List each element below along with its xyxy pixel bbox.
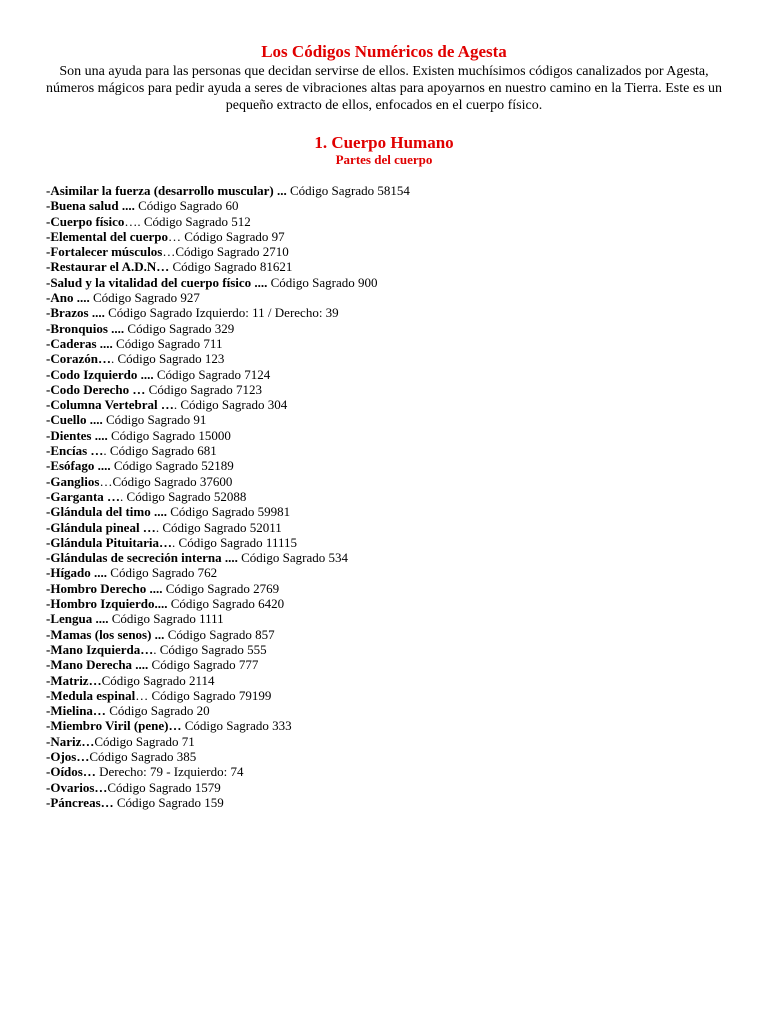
list-item: [46, 458, 746, 473]
list-item: [46, 183, 746, 198]
sacred-code: . Código Sagrado 11115: [172, 534, 297, 550]
list-item: [46, 229, 746, 244]
list-item: [46, 749, 746, 764]
list-item: [46, 688, 746, 703]
sacred-code: Código Sagrado 329: [124, 320, 235, 336]
sacred-code: Código Sagrado 857: [164, 626, 275, 642]
body-part-name: -Corazón…: [46, 351, 111, 367]
list-item: [46, 520, 746, 535]
list-item: [46, 259, 746, 274]
list-item: [46, 443, 746, 458]
body-part-name: -Dientes ....: [46, 427, 108, 443]
sacred-code: Código Sagrado 20: [105, 703, 210, 719]
list-item: [46, 351, 746, 366]
body-part-name: -Elemental del cuerpo: [46, 228, 169, 244]
sacred-code: Código Sagrado 762: [107, 565, 218, 581]
body-part-name: -Oídos…: [46, 764, 96, 780]
body-part-name: -Brazos ....: [46, 305, 105, 321]
body-part-name: -Hígado ....: [46, 565, 108, 581]
list-item: [46, 581, 746, 596]
body-part-name: -Medula espinal: [46, 687, 136, 703]
list-item: [46, 290, 746, 305]
body-part-name: -Salud y la vitalidad del cuerpo físico ....: [46, 274, 268, 290]
sacred-code: Código Sagrado 333: [181, 718, 292, 734]
body-part-name: -Glándula Pituitaria…: [46, 534, 173, 550]
body-part-name: -Hombro Derecho ....: [46, 580, 163, 596]
list-item: [46, 718, 746, 733]
sacred-code: Código Sagrado 15000: [107, 427, 231, 443]
body-part-name: -Ano ....: [46, 290, 90, 306]
sacred-code: Código Sagrado 2769: [162, 580, 280, 596]
sacred-code: Código Sagrado 7124: [153, 366, 271, 382]
list-item: [46, 657, 746, 672]
body-part-name: -Páncreas…: [46, 794, 114, 810]
body-part-name: -Cuello ....: [46, 412, 103, 428]
sacred-code: …Código Sagrado 37600: [99, 473, 233, 489]
body-part-name: -Ovarios…: [46, 779, 108, 795]
body-part-name: -Hombro Izquierdo....: [46, 596, 168, 612]
body-part-name: -Mano Derecha ....: [46, 657, 149, 673]
body-part-name: -Fortalecer músculos: [46, 244, 163, 260]
sacred-code: . Código Sagrado 681: [103, 443, 217, 459]
list-item: [46, 780, 746, 795]
section-subtitle: Partes del cuerpo: [335, 152, 433, 167]
list-item: [46, 734, 746, 749]
sacred-code: . Código Sagrado 555: [153, 641, 267, 657]
list-item: [46, 489, 746, 504]
sacred-code: Código Sagrado 59981: [167, 504, 291, 520]
sacred-code: Código Sagrado Izquierdo: 11 / Derecho: 39: [104, 305, 339, 321]
sacred-code: Código Sagrado 6420: [167, 596, 285, 612]
body-part-name: -Caderas ....: [46, 335, 113, 351]
sacred-code: Código Sagrado 711: [112, 335, 223, 351]
sacred-code: . Código Sagrado 52088: [120, 488, 247, 504]
sacred-code: Código Sagrado 58154: [286, 183, 410, 198]
list-item: [46, 673, 746, 688]
body-part-name: -Ojos…: [46, 748, 90, 764]
body-part-name: -Asimilar la fuerza (desarrollo muscular) ...: [46, 183, 287, 198]
list-item: [46, 596, 746, 611]
list-item: [46, 504, 746, 519]
code-list: [46, 183, 746, 810]
sacred-code: Código Sagrado 7123: [145, 381, 263, 397]
sacred-code: Código Sagrado 91: [102, 412, 207, 428]
list-item: [46, 382, 746, 397]
list-item: [46, 474, 746, 489]
body-part-name: -Mamas (los senos) ...: [46, 626, 165, 642]
body-part-name: -Bronquios ....: [46, 320, 125, 336]
body-part-name: -Mano Izquierda…: [46, 641, 154, 657]
sacred-code: Código Sagrado 81621: [169, 259, 293, 275]
body-part-name: -Nariz…: [46, 733, 95, 749]
sacred-code: …Código Sagrado 2710: [162, 244, 289, 260]
body-part-name: -Cuerpo físico: [46, 213, 125, 229]
body-part-name: -Garganta …: [46, 488, 121, 504]
list-item: [46, 627, 746, 642]
list-item: [46, 412, 746, 427]
document-title: Los Códigos Numéricos de Agesta: [261, 42, 507, 61]
list-item: [46, 795, 746, 810]
sacred-code: . Código Sagrado 304: [173, 397, 288, 413]
body-part-name: -Miembro Viril (pene)…: [46, 718, 182, 734]
list-item: [46, 198, 746, 213]
sacred-code: . Código Sagrado 52011: [155, 519, 282, 535]
body-part-name: -Ganglios: [46, 473, 100, 489]
list-item: [46, 642, 746, 657]
body-part-name: -Matriz…: [46, 672, 102, 688]
body-part-name: -Mielina…: [46, 703, 106, 719]
sacred-code: Código Sagrado 71: [94, 733, 195, 749]
sacred-code: Código Sagrado 534: [237, 550, 349, 566]
sacred-code: Código Sagrado 60: [134, 198, 239, 214]
list-item: [46, 321, 746, 336]
list-item: [46, 550, 746, 565]
body-part-name: -Glándula del timo ....: [46, 504, 167, 520]
list-item: [46, 397, 746, 412]
sacred-code: Código Sagrado 2114: [101, 672, 215, 688]
list-item: [46, 367, 746, 382]
body-part-name: -Glándulas de secreción interna ....: [46, 550, 238, 566]
body-part-name: -Encías …: [46, 443, 104, 459]
list-item: [46, 428, 746, 443]
sacred-code: Código Sagrado 52189: [110, 458, 234, 474]
sacred-code: . Código Sagrado 123: [111, 351, 225, 367]
body-part-name: -Buena salud ....: [46, 198, 135, 214]
list-item: [46, 214, 746, 229]
sacred-code: Código Sagrado 777: [148, 657, 259, 673]
sacred-code: Código Sagrado 1111: [108, 611, 224, 627]
list-item: [46, 611, 746, 626]
body-part-name: -Lengua ....: [46, 611, 109, 627]
list-item: [46, 565, 746, 580]
list-item: [46, 535, 746, 550]
sacred-code: … Código Sagrado 97: [168, 228, 285, 244]
body-part-name: -Codo Izquierdo ....: [46, 366, 154, 382]
body-part-name: -Restaurar el A.D.N…: [46, 259, 170, 275]
list-item: [46, 703, 746, 718]
body-part-name: -Glándula pineal …: [46, 519, 156, 535]
sacred-code: …. Código Sagrado 512: [124, 213, 251, 229]
sacred-code: Código Sagrado 385: [89, 748, 197, 764]
sacred-code: Derecho: 79 - Izquierdo: 74: [95, 764, 244, 780]
body-part-name: -Esófago ....: [46, 458, 111, 474]
sacred-code: … Código Sagrado 79199: [135, 687, 272, 703]
body-part-name: -Columna Vertebral …: [46, 397, 174, 413]
sacred-code: Código Sagrado 927: [89, 290, 200, 306]
intro-paragraph: Son una ayuda para las personas que decidan servirse de ellos. Existen muchísimos códigos canalizados por Agesta, números mágicos para pedir ayuda a seres de vibraciones altas para apoyarnos en nuestro camino en la Tierra. Este es un pequeño extracto de ellos, enfocados en el cuerpo físico.: [45, 64, 723, 113]
sacred-code: Código Sagrado 1579: [107, 779, 221, 795]
list-item: [46, 244, 746, 259]
list-item: [46, 336, 746, 351]
body-part-name: -Codo Derecho …: [46, 381, 146, 397]
list-item: [46, 305, 746, 320]
section-title: 1. Cuerpo Humano: [314, 133, 454, 152]
sacred-code: Código Sagrado 900: [267, 274, 378, 290]
sacred-code: Código Sagrado 159: [113, 794, 224, 810]
list-item: [46, 275, 746, 290]
list-item: [46, 764, 746, 779]
